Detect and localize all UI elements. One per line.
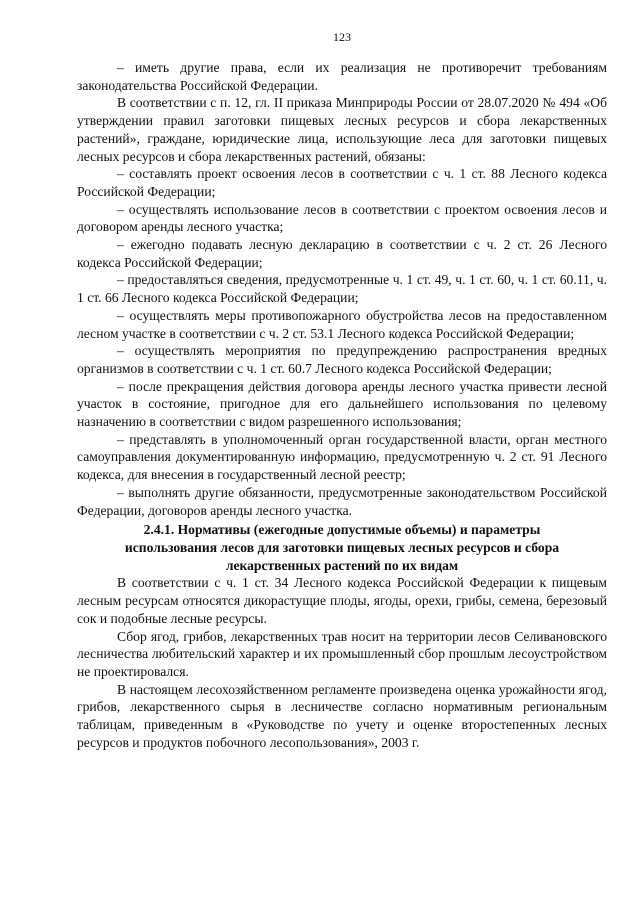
list-item: – представлять в уполномоченный орган государственной власти, орган местного самоуправления документированную информацию, предусмотренную ч. 2 ст. 91 Лесного кодекса, для внесения в государственный лесной реестр; (77, 431, 607, 483)
page-number: 123 (333, 30, 351, 44)
list-item: – осуществлять меры противопожарного обустройства лесов на предоставленном лесном участке в соответствии с ч. 2 ст. 53.1 Лесного кодекса Российской Федерации; (77, 307, 607, 341)
list-item: – выполнять другие обязанности, предусмотренные законодательством Российской Федерации, договоров аренды лесного участка. (77, 484, 607, 518)
list-item: – ежегодно подавать лесную декларацию в соответствии с ч. 2 ст. 26 Лесного кодекса Российской Федерации; (77, 237, 607, 270)
section-heading: 2.4.1. Нормативы (ежегодные допустимые объемы) и параметры использования лесов для заготовки пищевых лесных ресурсов и сбора лекарственных растений по их видам (124, 522, 560, 573)
paragraph: В соответствии с п. 12, гл. II приказа Минприроды России от 28.07.2020 № 494 «Об утверждении правил заготовки пищевых лесных ресурсов и сбора лекарственных растений», граждане, юридические лица, использующие леса для заготовки пищевых лесных ресурсов и сбора лекарственных растений, обязаны: (77, 95, 607, 164)
paragraph: В соответствии с ч. 1 ст. 34 Лесного кодекса Российской Федерации к пищевым лесным ресурсам относятся дикорастущие плоды, ягоды, орехи, грибы, семена, березовый сок и подобные лесные ресурсы. (77, 575, 607, 626)
list-item: – составлять проект освоения лесов в соответствии с ч. 1 ст. 88 Лесного кодекса Российской Федерации; (77, 166, 607, 199)
paragraph: Сбор ягод, грибов, лекарственных трав носит на территории лесов Селивановского лесничества любительский характер и их промышленный сбор прошлым лесоустройством не проектировался. (77, 628, 607, 679)
document-page (77, 30, 607, 751)
list-item: – осуществлять использование лесов в соответствии с проектом освоения лесов и договором аренды лесного участка; (77, 201, 607, 235)
paragraph: – иметь другие права, если их реализация не противоречит требованиям законодательства Российской Федерации. (77, 60, 607, 93)
list-item: – предоставляться сведения, предусмотренные ч. 1 ст. 49, ч. 1 ст. 60, ч. 1 ст. 60.11, ч. 1 ст. 66 Лесного кодекса Российской Федерации; (77, 272, 607, 306)
paragraph: В настоящем лесохозяйственном регламенте произведена оценка урожайности ягод, грибов, лекарственного сырья в лесничестве согласно нормативным региональным таблицам, приведенным в «Руководстве по учету и оценке второстепенных лесных ресурсов и продуктов побочного лесопользования», 2003 г. (77, 681, 607, 750)
list-item: – осуществлять мероприятия по предупреждению распространения вредных организмов в соответствии с ч. 1 ст. 60.7 Лесного кодекса Российской Федерации; (77, 343, 607, 376)
list-item: – после прекращения действия договора аренды лесного участка привести лесной участок в состояние, пригодное для его дальнейшего использования по целевому назначению в соответствии с видом разрешенного использования; (77, 378, 607, 430)
